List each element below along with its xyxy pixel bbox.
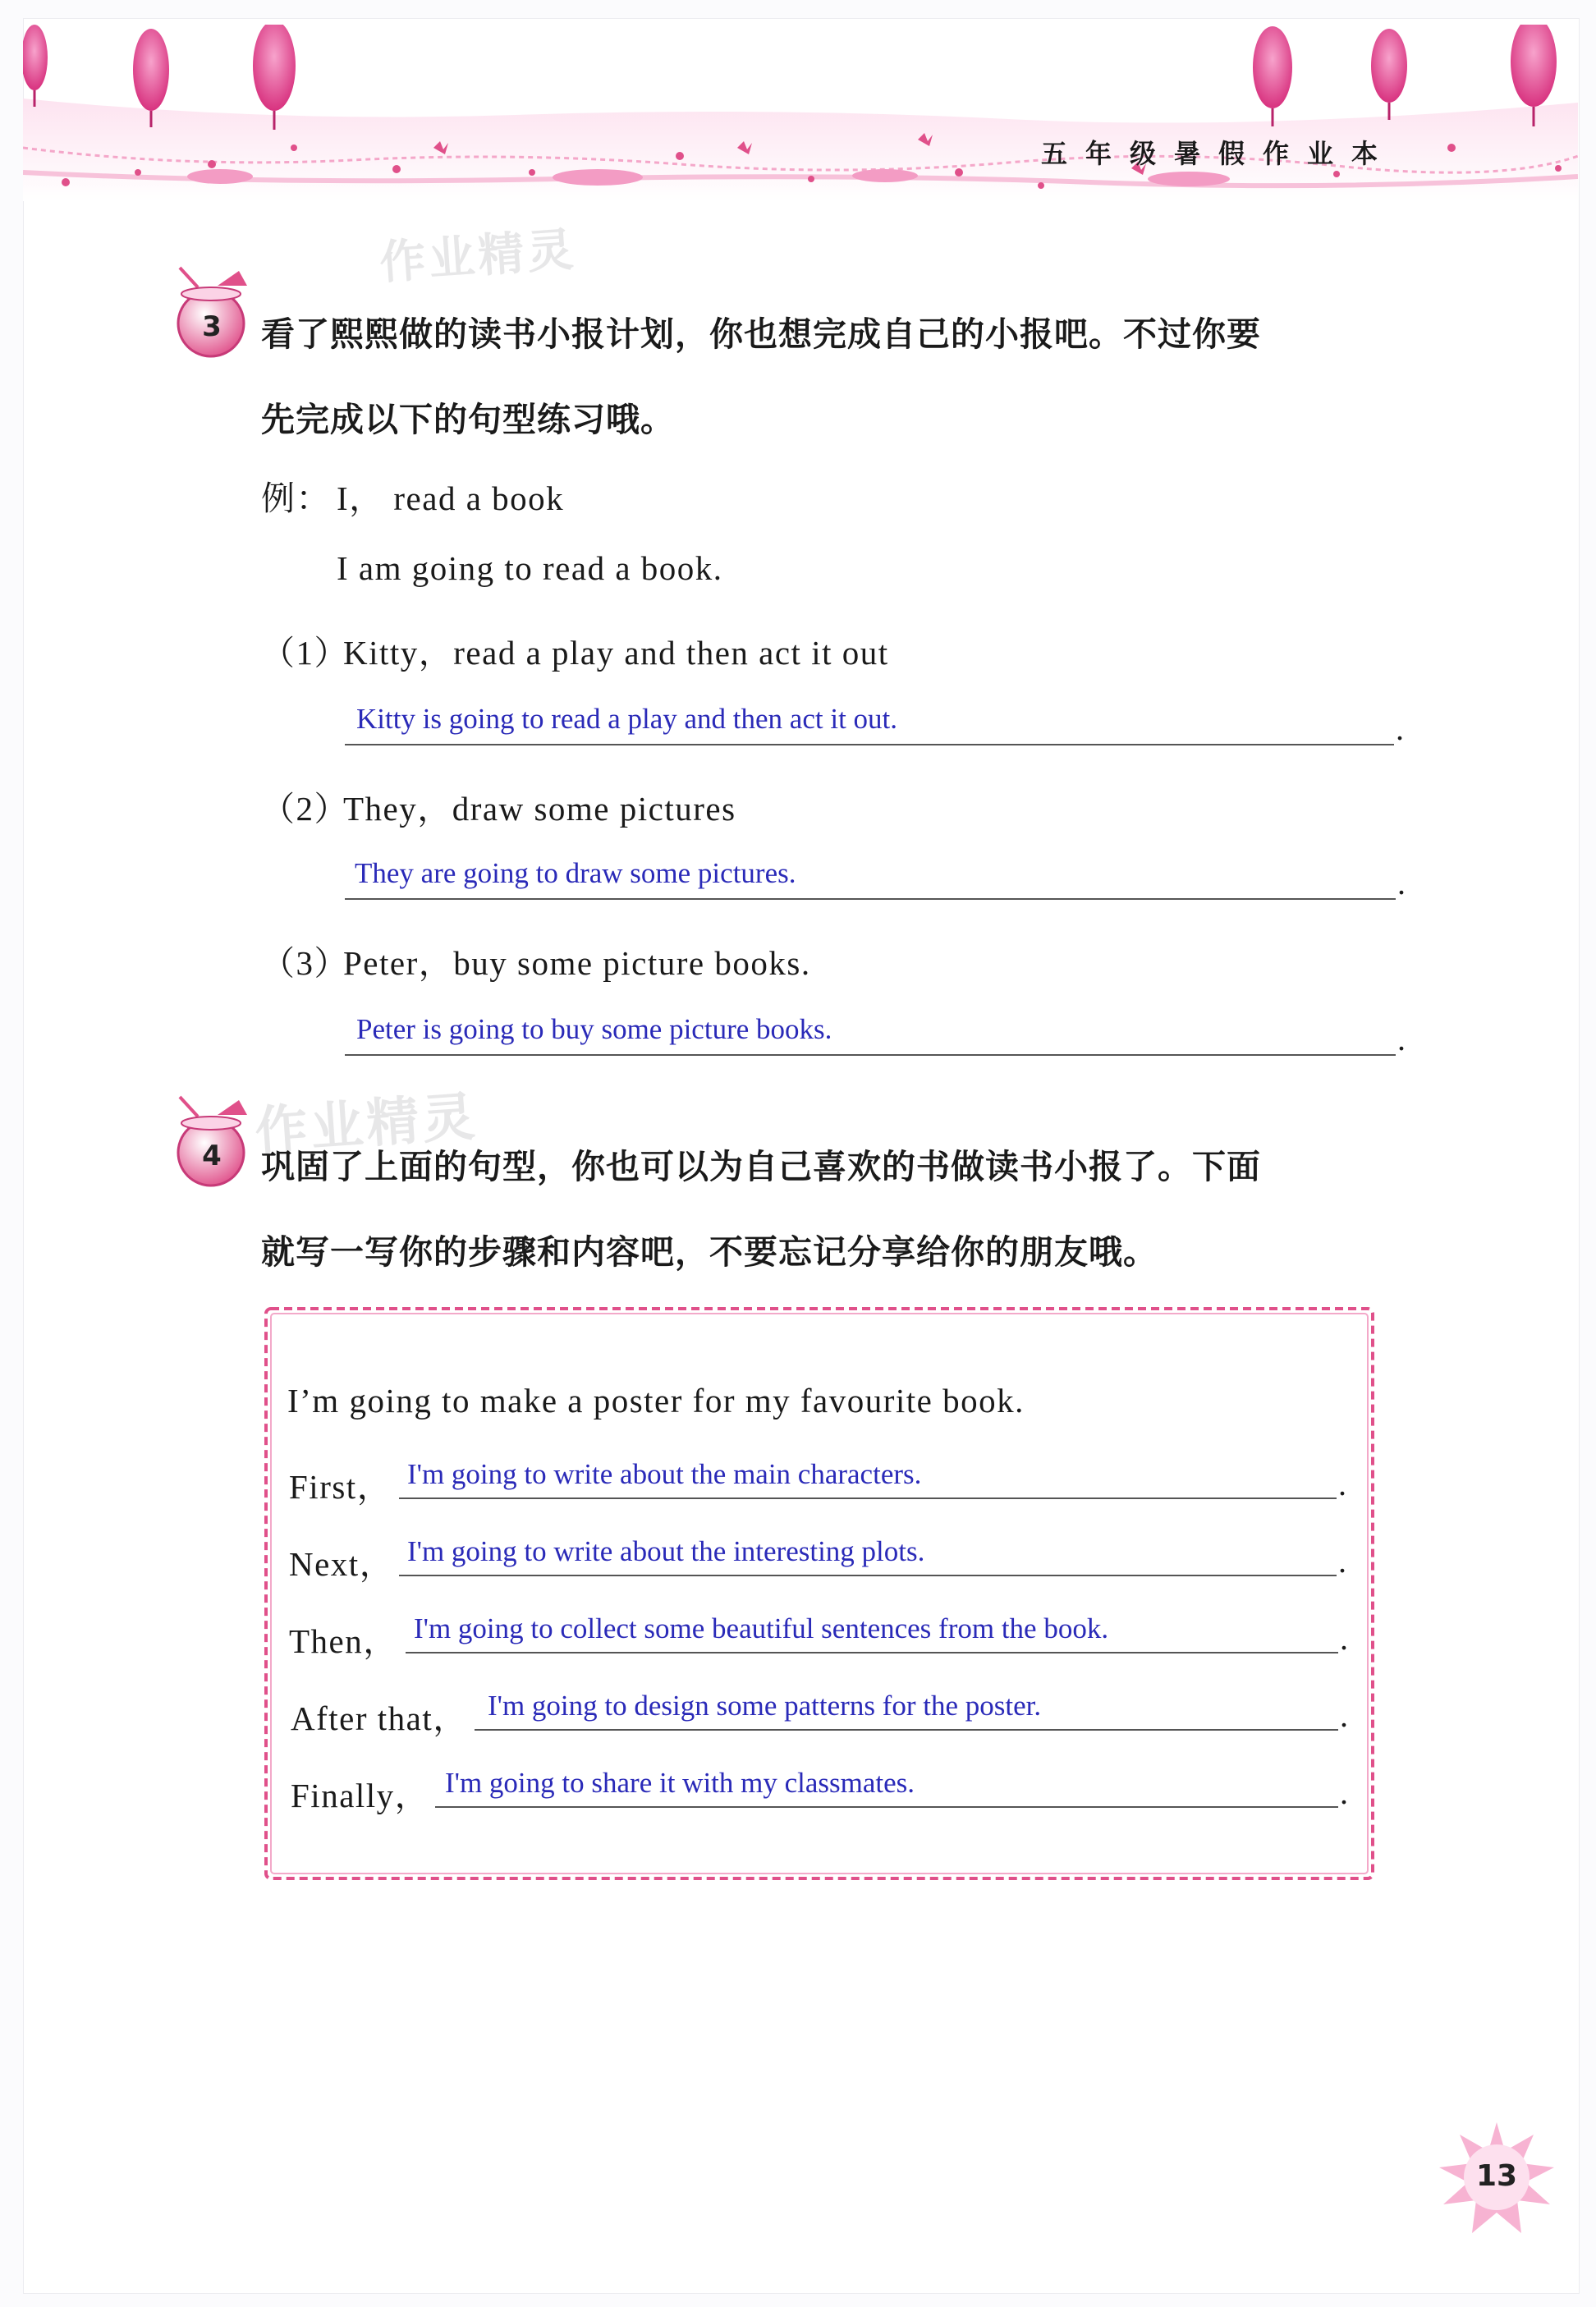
exercise-number: （2） [261,790,349,828]
answer-text[interactable]: Kitty is going to read a play and then act it out. [356,703,898,735]
answer-line [475,1729,1338,1731]
step-answer[interactable]: I'm going to share it with my classmates. [445,1767,915,1799]
exercise-prompt [261,782,736,830]
period: . [1397,1020,1406,1057]
step-answer[interactable]: I'm going to write about the main characters. [407,1458,922,1490]
period: . [1396,710,1404,747]
answer-line [399,1497,1337,1499]
poster-intro: I’m going to make a poster for my favourite book. [287,1382,1025,1420]
exercise-prompt [261,626,889,674]
exercise-prompt-text: Peter，buy some picture books. [343,944,811,982]
step-label: Then， [289,1622,398,1660]
watermark-logo: 作业精灵 [378,222,579,291]
step-answer[interactable]: I'm going to collect some beautiful sentences from the book. [414,1612,1109,1644]
exercise-prompt-text: Kitty，read a play and then act it out [343,634,889,672]
answer-line [345,1054,1396,1056]
period: . [1340,1620,1348,1657]
exercise-number: （1） [261,634,349,672]
exercise-prompt [261,936,811,984]
example-answer: I am going to read a book. [337,549,723,587]
period: . [1338,1465,1346,1502]
header-banner [23,25,1578,201]
section3-instruction-line1: 看了熙熙做的读书小报计划，你也想完成自己的小报吧。不过你要 [261,314,1261,354]
section-number: 4 [202,1140,222,1172]
banner-decoration-graphic [23,25,1578,201]
step-answer[interactable]: I'm going to write about the interesting plots. [407,1535,925,1567]
step-label: After that， [291,1699,468,1737]
answer-line [406,1652,1338,1653]
period: . [1340,1774,1348,1811]
example-label: 例： [261,479,331,517]
step-label: First， [289,1468,392,1506]
period: . [1397,865,1406,901]
answer-text[interactable]: They are going to draw some pictures. [355,857,796,889]
answer-line [345,744,1394,745]
watermark-logo: 作业精灵 [253,1086,480,1163]
section4-instruction-line1: 巩固了上面的句型，你也可以为自己喜欢的书做读书小报了。下面 [261,1147,1261,1186]
section-number-badge [168,1094,259,1192]
page-number: 13 [1475,2159,1518,2193]
step-label: Finally， [291,1777,430,1814]
step-answer[interactable]: I'm going to design some patterns for the poster. [488,1690,1042,1722]
answer-line [345,898,1396,900]
section3-instruction-line2: 先完成以下的句型练习哦。 [261,400,675,439]
answer-text[interactable]: Peter is going to buy some picture books. [356,1013,832,1045]
page-number-badge [1435,2118,1558,2241]
period: . [1340,1697,1348,1734]
section-number-badge [168,264,259,363]
exercise-prompt-text: They，draw some pictures [343,790,736,828]
section-number: 3 [202,310,222,343]
period: . [1338,1543,1346,1580]
answer-line [435,1806,1338,1808]
step-label: Next， [289,1545,395,1583]
section4-instruction-line2: 就写一写你的步骤和内容吧，不要忘记分享给你的朋友哦。 [261,1232,1158,1272]
answer-line [399,1575,1337,1576]
example-prompt: I， read a book [337,479,565,517]
exercise-number: （3） [261,944,349,982]
header-title: 五年级暑假作业本 [1041,138,1396,169]
